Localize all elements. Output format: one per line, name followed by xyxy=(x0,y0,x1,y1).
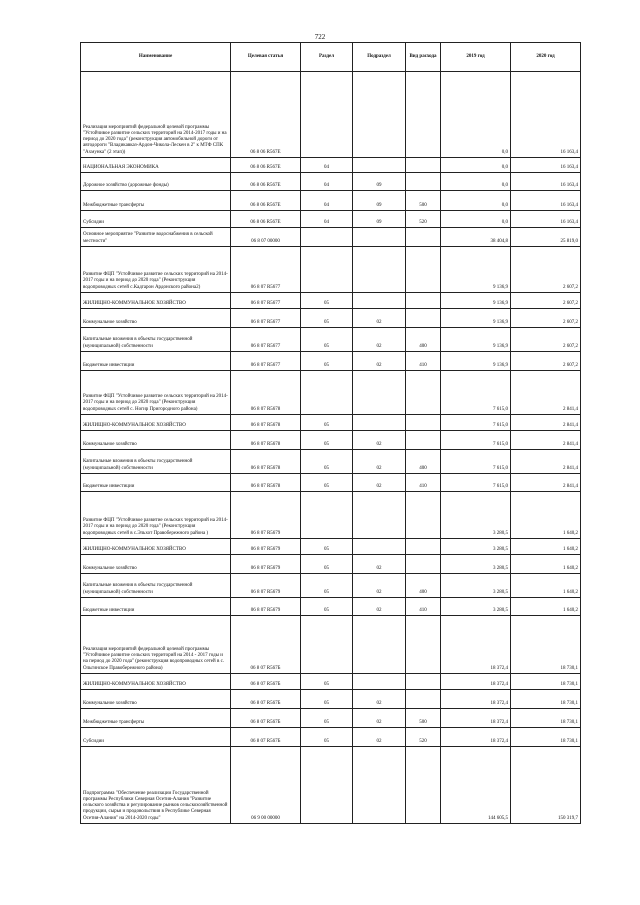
section-cell xyxy=(301,492,353,539)
table-row xyxy=(81,173,581,191)
amount-2019-cell: 7 615,0 xyxy=(441,450,511,474)
table-row xyxy=(81,616,581,674)
subsection-cell xyxy=(353,415,406,431)
expense-type-cell xyxy=(406,690,441,709)
row-name-cell: НАЦИОНАЛЬНАЯ ЭКОНОМИКА xyxy=(81,158,231,173)
amount-2020-cell: 2 607,2 xyxy=(511,328,581,352)
budget-table xyxy=(80,42,581,824)
section-cell xyxy=(301,616,353,674)
row-name-cell: Развитие ФЦП "Устойчивое развитие сельских территорий на 2014-2017 годы и на период до 2020 года" (Реконструкция водопроводных сетей с. Ногир Пригородного района) xyxy=(81,371,231,415)
expense-type-cell: 500 xyxy=(406,191,441,211)
table-row xyxy=(81,574,581,598)
col-header-subsection: Подраздел xyxy=(353,43,406,72)
section-cell: 05 xyxy=(301,415,353,431)
section-cell: 05 xyxy=(301,352,353,371)
section-cell xyxy=(301,247,353,293)
expense-type-cell xyxy=(406,72,441,158)
target-code-cell: 06 8 06 R567Е xyxy=(231,191,301,211)
table-row xyxy=(81,555,581,574)
amount-2019-cell: 0,0 xyxy=(441,191,511,211)
row-name-cell: Реализация мероприятий федеральной целевой программы "Устойчивое развитие сельских территорий на 2014-2017 годы и на период до 2020 года" (реконструкция автомобильной дороги от автодороги "Владикавказ-Ардон-Чикола-Лескен в 2" к МТФ СПК "Ахмунка" (2 этап)) xyxy=(81,72,231,158)
expense-type-cell xyxy=(406,616,441,674)
target-code-cell: 06 8 06 R567Е xyxy=(231,72,301,158)
row-name-cell: Подпрограмма "Обеспечение реализации Государственной программы Республики Северная Осетия-Алания "Развитие сельского хозяйства и регулирование рынков сельскохозяйственной продукции, сырья и продовольствия в Республике Северная Осетия-Алания" на 2014-2020 годы" xyxy=(81,747,231,824)
section-cell: 05 xyxy=(301,674,353,690)
section-cell: 05 xyxy=(301,328,353,352)
subsection-cell: 09 xyxy=(353,191,406,211)
amount-2020-cell: 2 607,2 xyxy=(511,293,581,309)
amount-2019-cell: 7 615,0 xyxy=(441,415,511,431)
section-cell xyxy=(301,371,353,415)
target-code-cell: 06 8 06 R567Е xyxy=(231,211,301,228)
subsection-cell xyxy=(353,72,406,158)
col-header-section: Раздел xyxy=(301,43,353,72)
amount-2019-cell: 18 372,4 xyxy=(441,728,511,747)
table-row xyxy=(81,747,581,824)
amount-2020-cell: 2 607,2 xyxy=(511,309,581,328)
amount-2019-cell: 9 136,9 xyxy=(441,247,511,293)
subsection-cell: 02 xyxy=(353,598,406,616)
amount-2019-cell: 9 136,9 xyxy=(441,309,511,328)
target-code-cell: 06 8 07 R5677 xyxy=(231,309,301,328)
row-name-cell: Коммунальное хозяйство xyxy=(81,555,231,574)
subsection-cell: 02 xyxy=(353,574,406,598)
section-cell: 05 xyxy=(301,555,353,574)
table-row xyxy=(81,431,581,450)
table-row xyxy=(81,598,581,616)
subsection-cell: 02 xyxy=(353,728,406,747)
row-name-cell: Капитальные вложения в объекты государственной (муниципальной) собственности xyxy=(81,574,231,598)
section-cell xyxy=(301,228,353,247)
amount-2019-cell: 144 605,5 xyxy=(441,747,511,824)
row-name-cell: ЖИЛИЩНО-КОММУНАЛЬНОЕ ХОЗЯЙСТВО xyxy=(81,415,231,431)
amount-2020-cell: 150 319,7 xyxy=(511,747,581,824)
amount-2020-cell: 1 640,2 xyxy=(511,492,581,539)
table-row xyxy=(81,415,581,431)
table-row xyxy=(81,247,581,293)
table-header-row xyxy=(81,43,581,72)
table-row xyxy=(81,293,581,309)
table-row xyxy=(81,191,581,211)
table-row xyxy=(81,492,581,539)
expense-type-cell: 400 xyxy=(406,574,441,598)
target-code-cell: 06 8 07 R5678 xyxy=(231,371,301,415)
expense-type-cell xyxy=(406,371,441,415)
amount-2020-cell: 18 730,1 xyxy=(511,728,581,747)
row-name-cell: Развитие ФЦП "Устойчивое развитие сельских территорий на 2014-2017 годы и на период до 2020 года" (Реконструкция водопроводных сетей с.Кадгарон Ардонского района2) xyxy=(81,247,231,293)
target-code-cell: 06 8 07 R567Б xyxy=(231,690,301,709)
subsection-cell: 02 xyxy=(353,450,406,474)
amount-2019-cell: 9 136,9 xyxy=(441,352,511,371)
target-code-cell: 06 8 07 R5678 xyxy=(231,450,301,474)
table-row xyxy=(81,539,581,555)
amount-2020-cell: 18 730,1 xyxy=(511,709,581,728)
target-code-cell: 06 8 07 R5678 xyxy=(231,431,301,450)
table-row xyxy=(81,309,581,328)
target-code-cell: 06 8 07 R5677 xyxy=(231,293,301,309)
target-code-cell: 06 8 07 R5678 xyxy=(231,415,301,431)
col-header-code: Целевая статья xyxy=(231,43,301,72)
expense-type-cell xyxy=(406,555,441,574)
target-code-cell: 06 8 07 R567Б xyxy=(231,709,301,728)
subsection-cell xyxy=(353,539,406,555)
row-name-cell: ЖИЛИЩНО-КОММУНАЛЬНОЕ ХОЗЯЙСТВО xyxy=(81,293,231,309)
amount-2020-cell: 2 841,4 xyxy=(511,371,581,415)
subsection-cell xyxy=(353,247,406,293)
row-name-cell: Межбюджетные трансферты xyxy=(81,191,231,211)
section-cell: 05 xyxy=(301,474,353,492)
expense-type-cell: 520 xyxy=(406,211,441,228)
amount-2019-cell: 7 615,0 xyxy=(441,474,511,492)
section-cell: 05 xyxy=(301,309,353,328)
amount-2020-cell: 16 163,4 xyxy=(511,158,581,173)
section-cell: 04 xyxy=(301,158,353,173)
expense-type-cell xyxy=(406,415,441,431)
subsection-cell: 02 xyxy=(353,474,406,492)
table-row xyxy=(81,72,581,158)
expense-type-cell xyxy=(406,228,441,247)
section-cell: 05 xyxy=(301,598,353,616)
row-name-cell: ЖИЛИЩНО-КОММУНАЛЬНОЕ ХОЗЯЙСТВО xyxy=(81,674,231,690)
target-code-cell: 06 8 07 R5678 xyxy=(231,474,301,492)
amount-2019-cell: 3 280,5 xyxy=(441,598,511,616)
subsection-cell: 09 xyxy=(353,173,406,191)
expense-type-cell xyxy=(406,293,441,309)
section-cell: 04 xyxy=(301,191,353,211)
table-row xyxy=(81,228,581,247)
row-name-cell: Коммунальное хозяйство xyxy=(81,309,231,328)
expense-type-cell xyxy=(406,247,441,293)
section-cell xyxy=(301,72,353,158)
subsection-cell xyxy=(353,228,406,247)
target-code-cell: 06 8 07 R567Б xyxy=(231,674,301,690)
amount-2020-cell: 16 163,4 xyxy=(511,211,581,228)
expense-type-cell: 410 xyxy=(406,474,441,492)
subsection-cell: 02 xyxy=(353,352,406,371)
section-cell: 05 xyxy=(301,431,353,450)
amount-2020-cell: 18 730,1 xyxy=(511,690,581,709)
expense-type-cell: 400 xyxy=(406,328,441,352)
subsection-cell: 02 xyxy=(353,709,406,728)
amount-2019-cell: 3 280,5 xyxy=(441,539,511,555)
target-code-cell: 06 8 07 R567Б xyxy=(231,616,301,674)
target-code-cell: 06 8 07 00000 xyxy=(231,228,301,247)
amount-2019-cell: 0,0 xyxy=(441,211,511,228)
table-row xyxy=(81,450,581,474)
target-code-cell: 06 8 07 R5679 xyxy=(231,555,301,574)
row-name-cell: Реализация мероприятий федеральной целевой программы "Устойчивое развитие сельских территорий на 2014 - 2017 годы и на период до 2020 года" (реконструкция водопроводных сетей в с. Ольгинское Правобережного района) xyxy=(81,616,231,674)
amount-2020-cell: 1 640,2 xyxy=(511,539,581,555)
amount-2020-cell: 18 730,1 xyxy=(511,616,581,674)
subsection-cell: 02 xyxy=(353,555,406,574)
table-row xyxy=(81,352,581,371)
row-name-cell: Капитальные вложения в объекты государственной (муниципальной) собственности xyxy=(81,328,231,352)
amount-2019-cell: 3 280,5 xyxy=(441,492,511,539)
target-code-cell: 06 8 07 R5677 xyxy=(231,328,301,352)
expense-type-cell xyxy=(406,539,441,555)
amount-2019-cell: 18 372,4 xyxy=(441,709,511,728)
amount-2020-cell: 2 841,4 xyxy=(511,450,581,474)
target-code-cell: 06 8 07 R5677 xyxy=(231,247,301,293)
amount-2019-cell: 0,0 xyxy=(441,158,511,173)
expense-type-cell xyxy=(406,674,441,690)
amount-2020-cell: 2 607,2 xyxy=(511,247,581,293)
row-name-cell: Межбюджетные трансферты xyxy=(81,709,231,728)
amount-2020-cell: 1 640,2 xyxy=(511,574,581,598)
target-code-cell: 06 8 07 R567Б xyxy=(231,728,301,747)
col-header-name: Наименование xyxy=(81,43,231,72)
amount-2019-cell: 3 280,5 xyxy=(441,555,511,574)
subsection-cell xyxy=(353,747,406,824)
target-code-cell: 06 8 06 R567Е xyxy=(231,173,301,191)
amount-2019-cell: 9 136,9 xyxy=(441,293,511,309)
amount-2019-cell: 3 280,5 xyxy=(441,574,511,598)
row-name-cell: Коммунальное хозяйство xyxy=(81,690,231,709)
subsection-cell: 02 xyxy=(353,431,406,450)
target-code-cell: 06 8 07 R5679 xyxy=(231,539,301,555)
col-header-expense-type: Вид расхода xyxy=(406,43,441,72)
expense-type-cell: 410 xyxy=(406,598,441,616)
expense-type-cell xyxy=(406,173,441,191)
amount-2020-cell: 25 819,0 xyxy=(511,228,581,247)
expense-type-cell: 410 xyxy=(406,352,441,371)
row-name-cell: Бюджетные инвестиции xyxy=(81,352,231,371)
amount-2019-cell: 0,0 xyxy=(441,173,511,191)
subsection-cell: 02 xyxy=(353,690,406,709)
subsection-cell: 02 xyxy=(353,309,406,328)
expense-type-cell: 400 xyxy=(406,450,441,474)
row-name-cell: ЖИЛИЩНО-КОММУНАЛЬНОЕ ХОЗЯЙСТВО xyxy=(81,539,231,555)
subsection-cell xyxy=(353,371,406,415)
subsection-cell xyxy=(353,492,406,539)
section-cell: 05 xyxy=(301,574,353,598)
section-cell: 05 xyxy=(301,450,353,474)
col-header-2019: 2019 год xyxy=(441,43,511,72)
amount-2019-cell: 0,0 xyxy=(441,72,511,158)
amount-2020-cell: 16 163,4 xyxy=(511,72,581,158)
amount-2019-cell: 7 615,0 xyxy=(441,431,511,450)
table-row xyxy=(81,211,581,228)
subsection-cell xyxy=(353,158,406,173)
row-name-cell: Субсидии xyxy=(81,728,231,747)
target-code-cell: 06 8 07 R5679 xyxy=(231,574,301,598)
target-code-cell: 06 8 07 R5677 xyxy=(231,352,301,371)
subsection-cell xyxy=(353,616,406,674)
amount-2019-cell: 18 372,4 xyxy=(441,674,511,690)
amount-2020-cell: 1 640,2 xyxy=(511,555,581,574)
expense-type-cell: 500 xyxy=(406,709,441,728)
row-name-cell: Коммунальное хозяйство xyxy=(81,431,231,450)
expense-type-cell xyxy=(406,431,441,450)
section-cell: 05 xyxy=(301,728,353,747)
table-row xyxy=(81,728,581,747)
subsection-cell xyxy=(353,293,406,309)
amount-2020-cell: 16 163,4 xyxy=(511,173,581,191)
row-name-cell: Бюджетные инвестиции xyxy=(81,598,231,616)
table-row xyxy=(81,371,581,415)
amount-2020-cell: 16 163,4 xyxy=(511,191,581,211)
expense-type-cell xyxy=(406,309,441,328)
expense-type-cell: 520 xyxy=(406,728,441,747)
amount-2020-cell: 1 640,2 xyxy=(511,598,581,616)
section-cell: 05 xyxy=(301,539,353,555)
row-name-cell: Капитальные вложения в объекты государственной (муниципальной) собственности xyxy=(81,450,231,474)
target-code-cell: 06 8 07 R5679 xyxy=(231,492,301,539)
section-cell: 05 xyxy=(301,690,353,709)
amount-2019-cell: 7 615,0 xyxy=(441,371,511,415)
table-row xyxy=(81,474,581,492)
expense-type-cell xyxy=(406,747,441,824)
table-row xyxy=(81,674,581,690)
amount-2020-cell: 2 607,2 xyxy=(511,352,581,371)
amount-2020-cell: 2 841,4 xyxy=(511,431,581,450)
row-name-cell: Основное мероприятие "Развитие водоснабжения в сельской местности" xyxy=(81,228,231,247)
row-name-cell: Бюджетные инвестиции xyxy=(81,474,231,492)
table-row xyxy=(81,709,581,728)
table-row xyxy=(81,158,581,173)
table-row xyxy=(81,690,581,709)
amount-2020-cell: 2 841,4 xyxy=(511,474,581,492)
col-header-2020: 2020 год xyxy=(511,43,581,72)
amount-2020-cell: 18 730,1 xyxy=(511,674,581,690)
subsection-cell: 09 xyxy=(353,211,406,228)
section-cell xyxy=(301,747,353,824)
subsection-cell: 02 xyxy=(353,328,406,352)
expense-type-cell xyxy=(406,492,441,539)
target-code-cell: 06 8 06 R567Е xyxy=(231,158,301,173)
amount-2019-cell: 9 136,9 xyxy=(441,328,511,352)
subsection-cell xyxy=(353,674,406,690)
table-row xyxy=(81,328,581,352)
section-cell: 04 xyxy=(301,211,353,228)
page-number: 722 xyxy=(314,33,326,41)
section-cell: 04 xyxy=(301,173,353,191)
section-cell: 05 xyxy=(301,293,353,309)
row-name-cell: Субсидии xyxy=(81,211,231,228)
amount-2020-cell: 2 841,4 xyxy=(511,415,581,431)
amount-2019-cell: 38 404,8 xyxy=(441,228,511,247)
target-code-cell: 06 8 07 R5679 xyxy=(231,598,301,616)
amount-2019-cell: 18 372,4 xyxy=(441,690,511,709)
expense-type-cell xyxy=(406,158,441,173)
row-name-cell: Дорожное хозяйство (дорожные фонды) xyxy=(81,173,231,191)
target-code-cell: 06 9 00 00000 xyxy=(231,747,301,824)
table-body xyxy=(81,72,581,824)
row-name-cell: Развитие ФЦП "Устойчивое развитие сельских территорий на 2014-2017 годы и на период до 2020 года" (Реконструкция водопроводных сетей в с.Эльхот Правобережного района ) xyxy=(81,492,231,539)
amount-2019-cell: 18 372,4 xyxy=(441,616,511,674)
section-cell: 05 xyxy=(301,709,353,728)
